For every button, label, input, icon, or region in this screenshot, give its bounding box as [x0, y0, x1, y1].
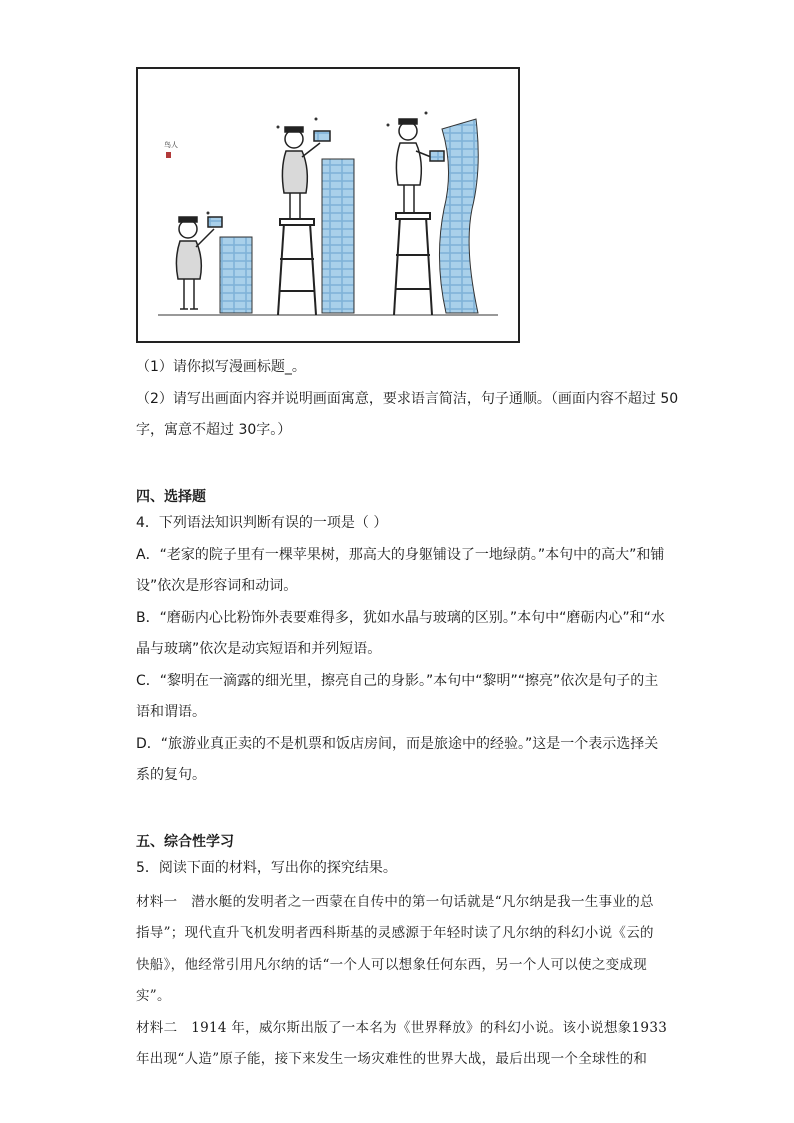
material-line-4: 实”。 — [136, 988, 171, 1004]
section-4-title: 四、选择题 — [136, 489, 206, 505]
question-1: （1）请你拟写漫画标题_。 — [136, 359, 306, 375]
brick-wall-tall — [439, 119, 478, 313]
seal-icon — [166, 152, 171, 158]
worker-3 — [396, 119, 444, 213]
sweat-drops — [207, 112, 428, 215]
question-2-line-2: 字，寓意不超过 30字。） — [136, 422, 292, 438]
option-a-line-2: 设”依次是形容词和动词。 — [136, 578, 298, 594]
material-line-2: 指导”；现代直升飞机发明者西科斯基的灵感源于年轻时读了凡尔纳的科幻小说《云的 — [136, 925, 654, 941]
material-line-5: 材料二 1914 年，威尔斯出版了一本名为《世界释放》的科幻小说。该小说想象1933 — [136, 1020, 668, 1036]
brick-wall-short — [220, 237, 252, 313]
option-b-line-2: 晶与玻璃”依次是动宾短语和并列短语。 — [136, 641, 382, 657]
option-c-line-2: 语和谓语。 — [136, 704, 206, 720]
question-4: 4．下列语法知识判断有误的一项是（ ） — [136, 515, 388, 531]
cartoon-illustration — [136, 67, 520, 343]
question-2-line-1: （2）请写出画面内容并说明画面寓意，要求语言简洁，句子通顺。（画面内容不超过 50 — [136, 391, 679, 407]
brick-wall-medium — [322, 159, 354, 313]
worker-1 — [176, 217, 222, 309]
section-5-title: 五、综合性学习 — [136, 834, 234, 850]
cartoon-drawing — [138, 69, 518, 341]
ladder-1 — [278, 219, 316, 315]
signature-text: 鸟人 — [164, 141, 178, 149]
option-b-line-1: B．“磨砺内心比粉饰外表要难得多，犹如水晶与玻璃的区别。”本句中“磨砺内心”和“水 — [136, 610, 665, 626]
material-line-3: 快船》，他经常引用凡尔纳的话“一个人可以想象任何东西，另一个人可以使之变成现 — [136, 957, 648, 973]
question-5: 5．阅读下面的材料，写出你的探究结果。 — [136, 860, 397, 876]
option-a-line-1: A．“老家的院子里有一棵苹果树，那高大的身躯铺设了一地绿荫。”本句中的高大”和铺 — [136, 547, 665, 563]
ladder-2 — [394, 213, 432, 315]
material-line-6: 年出现“人造”原子能，接下来发生一场灾难性的世界大战，最后出现一个全球性的和 — [136, 1051, 648, 1067]
option-d-line-1: D．“旅游业真正卖的不是机票和饭店房间，而是旅途中的经验。”这是一个表示选择关 — [136, 736, 659, 752]
material-line-1: 材料一 潜水艇的发明者之一西蒙在自传中的第一句话就是“凡尔纳是我一生事业的总 — [136, 894, 654, 910]
option-c-line-1: C．“黎明在一滴露的细光里，擦亮自己的身影。”本句中“黎明”“擦亮”依次是句子的主 — [136, 673, 659, 689]
option-d-line-2: 系的复句。 — [136, 767, 206, 783]
